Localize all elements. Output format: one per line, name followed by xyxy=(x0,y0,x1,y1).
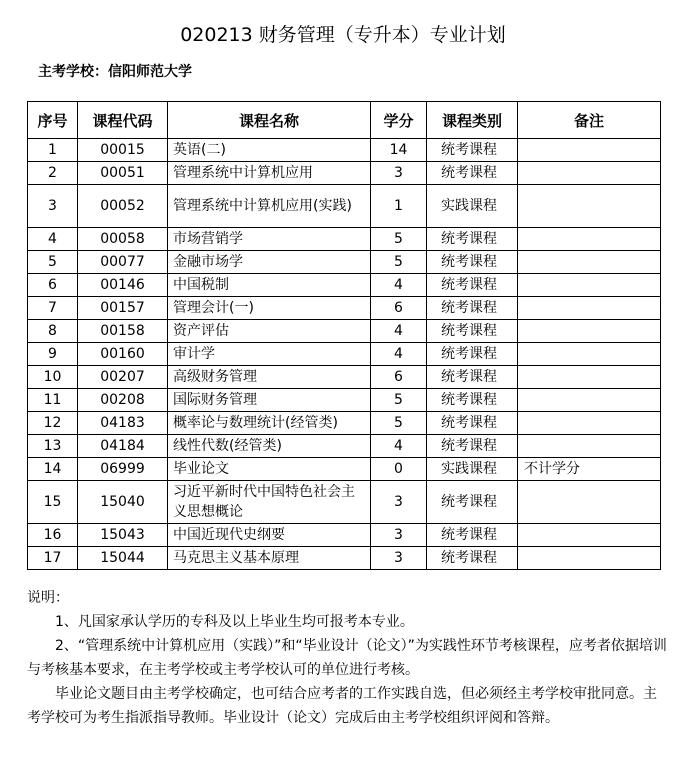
table-row xyxy=(28,139,661,162)
cell-code: 04184 xyxy=(78,435,168,458)
cell-no: 10 xyxy=(28,366,78,389)
cell-name: 市场营销学 xyxy=(168,228,371,251)
cell-type: 统考课程 xyxy=(427,412,518,435)
header-no: 序号 xyxy=(28,102,78,139)
header-code: 课程代码 xyxy=(78,102,168,139)
cell-code: 00146 xyxy=(78,274,168,297)
cell-note xyxy=(518,251,661,274)
table-row xyxy=(28,162,661,185)
cell-type: 统考课程 xyxy=(427,435,518,458)
cell-code: 00158 xyxy=(78,320,168,343)
table-row xyxy=(28,458,661,481)
cell-note: 不计学分 xyxy=(518,458,661,481)
cell-credit: 4 xyxy=(371,435,427,458)
cell-code: 00051 xyxy=(78,162,168,185)
cell-credit: 4 xyxy=(371,274,427,297)
cell-note xyxy=(518,139,661,162)
cell-note xyxy=(518,389,661,412)
cell-no: 15 xyxy=(28,481,78,524)
cell-credit: 6 xyxy=(371,297,427,320)
cell-type: 统考课程 xyxy=(427,297,518,320)
cell-name: 中国税制 xyxy=(168,274,371,297)
cell-note xyxy=(518,320,661,343)
cell-type: 统考课程 xyxy=(427,343,518,366)
table-row xyxy=(28,320,661,343)
cell-credit: 3 xyxy=(371,524,427,547)
cell-no: 8 xyxy=(28,320,78,343)
cell-code: 00160 xyxy=(78,343,168,366)
cell-type: 统考课程 xyxy=(427,228,518,251)
table-row xyxy=(28,297,661,320)
cell-credit: 6 xyxy=(371,366,427,389)
cell-credit: 5 xyxy=(371,228,427,251)
cell-note xyxy=(518,481,661,524)
cell-name: 管理会计(一) xyxy=(168,297,371,320)
cell-note xyxy=(518,185,661,228)
cell-note xyxy=(518,274,661,297)
table-row xyxy=(28,366,661,389)
cell-name: 管理系统中计算机应用 xyxy=(168,162,371,185)
cell-no: 12 xyxy=(28,412,78,435)
cell-credit: 0 xyxy=(371,458,427,481)
cell-code: 00052 xyxy=(78,185,168,228)
note-item: 2、“管理系统中计算机应用（实践）”和“毕业设计（论文）”为实践性环节考核课程，应考者依据培训与考核基本要求，在主考学校或主考学校认可的单位进行考核。 xyxy=(27,638,667,678)
cell-credit: 4 xyxy=(371,343,427,366)
cell-code: 00058 xyxy=(78,228,168,251)
cell-name: 管理系统中计算机应用(实践) xyxy=(168,185,371,228)
cell-name: 概率论与数理统计(经管类) xyxy=(168,412,371,435)
page-title: 020213 财务管理（专升本）专业计划 xyxy=(180,24,506,46)
cell-name: 中国近现代史纲要 xyxy=(168,524,371,547)
cell-credit: 5 xyxy=(371,412,427,435)
cell-name: 习近平新时代中国特色社会主义思想概论 xyxy=(168,481,371,524)
notes-section xyxy=(27,586,667,730)
cell-no: 17 xyxy=(28,547,78,570)
cell-no: 5 xyxy=(28,251,78,274)
cell-type: 统考课程 xyxy=(427,524,518,547)
cell-name: 高级财务管理 xyxy=(168,366,371,389)
cell-name: 审计学 xyxy=(168,343,371,366)
cell-type: 统考课程 xyxy=(427,274,518,297)
header-type: 课程类别 xyxy=(427,102,518,139)
cell-no: 13 xyxy=(28,435,78,458)
cell-name: 线性代数(经管类) xyxy=(168,435,371,458)
cell-type: 统考课程 xyxy=(427,251,518,274)
school-label: 主考学校：信阳师范大学 xyxy=(38,64,192,80)
cell-note xyxy=(518,343,661,366)
cell-code: 15043 xyxy=(78,524,168,547)
cell-no: 9 xyxy=(28,343,78,366)
cell-credit: 1 xyxy=(371,185,427,228)
cell-no: 6 xyxy=(28,274,78,297)
table-row xyxy=(28,524,661,547)
cell-note xyxy=(518,297,661,320)
cell-no: 1 xyxy=(28,139,78,162)
cell-no: 14 xyxy=(28,458,78,481)
cell-note xyxy=(518,228,661,251)
cell-code: 06999 xyxy=(78,458,168,481)
cell-type: 实践课程 xyxy=(427,185,518,228)
cell-code: 15044 xyxy=(78,547,168,570)
cell-note xyxy=(518,524,661,547)
cell-note xyxy=(518,366,661,389)
cell-no: 7 xyxy=(28,297,78,320)
header-name: 课程名称 xyxy=(168,102,371,139)
cell-type: 统考课程 xyxy=(427,366,518,389)
cell-code: 00157 xyxy=(78,297,168,320)
cell-type: 统考课程 xyxy=(427,481,518,524)
cell-name: 资产评估 xyxy=(168,320,371,343)
cell-code: 00015 xyxy=(78,139,168,162)
header-note: 备注 xyxy=(518,102,661,139)
cell-code: 00208 xyxy=(78,389,168,412)
cell-credit: 5 xyxy=(371,251,427,274)
table-row xyxy=(28,343,661,366)
course-table xyxy=(27,101,661,570)
cell-code: 00207 xyxy=(78,366,168,389)
table-row xyxy=(28,412,661,435)
cell-name: 国际财务管理 xyxy=(168,389,371,412)
table-row xyxy=(28,185,661,228)
cell-no: 16 xyxy=(28,524,78,547)
cell-no: 11 xyxy=(28,389,78,412)
cell-credit: 3 xyxy=(371,547,427,570)
cell-no: 4 xyxy=(28,228,78,251)
cell-credit: 14 xyxy=(371,139,427,162)
notes-heading: 说明： xyxy=(27,590,69,606)
table-row xyxy=(28,481,661,524)
table-row xyxy=(28,547,661,570)
cell-name: 马克思主义基本原理 xyxy=(168,547,371,570)
table-row xyxy=(28,251,661,274)
note-item: 1、凡国家承认学历的专科及以上毕业生均可报考本专业。 xyxy=(55,614,414,630)
cell-note xyxy=(518,412,661,435)
cell-type: 统考课程 xyxy=(427,162,518,185)
header-credit: 学分 xyxy=(371,102,427,139)
cell-name: 金融市场学 xyxy=(168,251,371,274)
cell-no: 2 xyxy=(28,162,78,185)
cell-credit: 3 xyxy=(371,162,427,185)
cell-credit: 5 xyxy=(371,389,427,412)
cell-code: 04183 xyxy=(78,412,168,435)
cell-code: 15040 xyxy=(78,481,168,524)
cell-name: 毕业论文 xyxy=(168,458,371,481)
cell-type: 统考课程 xyxy=(427,139,518,162)
cell-note xyxy=(518,435,661,458)
cell-credit: 4 xyxy=(371,320,427,343)
table-row xyxy=(28,389,661,412)
table-row xyxy=(28,435,661,458)
cell-type: 实践课程 xyxy=(427,458,518,481)
table-header-row xyxy=(28,102,661,139)
cell-type: 统考课程 xyxy=(427,320,518,343)
table-row xyxy=(28,274,661,297)
cell-type: 统考课程 xyxy=(427,389,518,412)
cell-note xyxy=(518,162,661,185)
cell-name: 英语(二) xyxy=(168,139,371,162)
cell-code: 00077 xyxy=(78,251,168,274)
cell-credit: 3 xyxy=(371,481,427,524)
cell-note xyxy=(518,547,661,570)
table-row xyxy=(28,228,661,251)
note-item: 毕业论文题目由主考学校确定，也可结合应考者的工作实践自选，但必须经主考学校审批同意。主考学校可为考生指派指导教师。毕业设计（论文）完成后由主考学校组织评阅和答辩。 xyxy=(27,686,657,726)
cell-type: 统考课程 xyxy=(427,547,518,570)
cell-no: 3 xyxy=(28,185,78,228)
